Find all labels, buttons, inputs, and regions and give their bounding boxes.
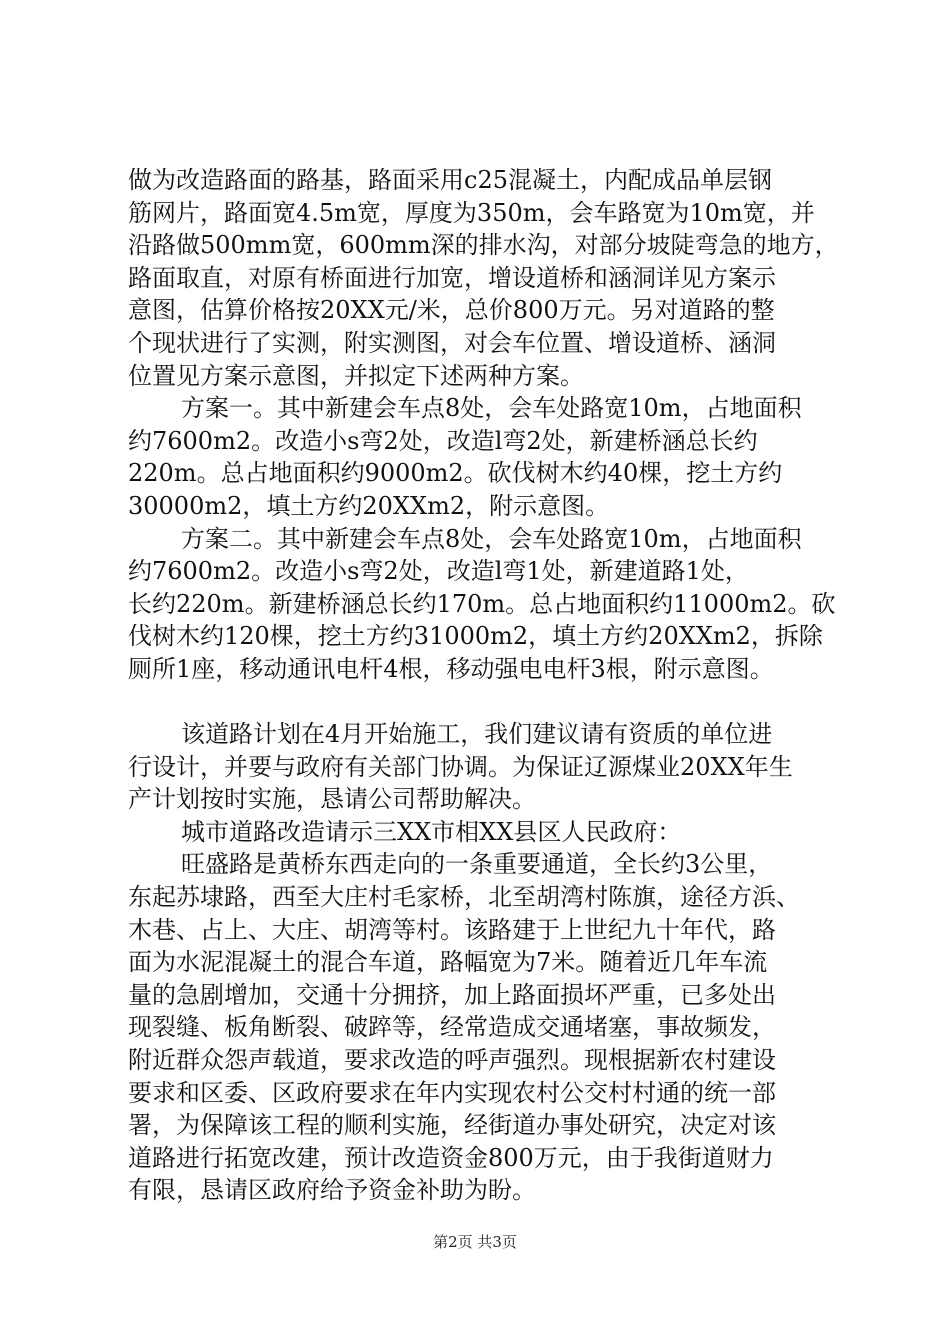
text-line: 做为改造路面的路基，路面采用c25混凝土，内配成品单层钢 xyxy=(128,166,772,194)
text-line: 220m。总占地面积约9000m2。砍伐树木约40棵，挖土方约 xyxy=(128,459,783,488)
text-line: 木巷、占上、大庄、胡湾等村。该路建于上世纪九十年代，路 xyxy=(128,915,776,944)
text-line: 要求和区委、区政府要求在年内实现农村公交村村通的统一部 xyxy=(128,1078,776,1107)
text-line: 该道路计划在4月开始施工，我们建议请有资质的单位进 xyxy=(181,720,773,749)
text-line: 30000m2，填土方约20XXm2，附示意图。 xyxy=(128,491,610,520)
text-line: 面为水泥混凝土的混合车道，路幅宽为7米。随着近几年车流 xyxy=(128,948,768,977)
text-line: 沿路做500mm宽，600mm深的排水沟，对部分坡陡弯急的地方， xyxy=(128,231,839,260)
text-line: 东起苏埭路，西至大庄村毛家桥，北至胡湾村陈旗，途径方浜、 xyxy=(128,883,800,912)
text-line: 方案二。其中新建会车点8处，会车处路宽10m，占地面积 xyxy=(181,524,802,553)
text-line: 量的急剧增加，交通十分拥挤，加上路面损坏严重，已多处出 xyxy=(128,980,776,1009)
section-heading-line: 城市道路改造请示三XX市相XX县区人民政府： xyxy=(181,817,682,846)
page-footer: 第2页 共3页 xyxy=(433,1233,517,1251)
text-line: 路面取直，对原有桥面进行加宽，增设道桥和涵洞详见方案示 xyxy=(128,263,776,292)
text-line: 道路进行拓宽改建，预计改造资金800万元，由于我街道财力 xyxy=(128,1143,774,1172)
text-line: 厕所1座，移动通讯电杆4根，移动强电电杆3根，附示意图。 xyxy=(128,654,774,683)
text-line: 产计划按时实施，恳请公司帮助解决。 xyxy=(128,785,536,814)
text-line: 旺盛路是黄桥东西走向的一条重要通道，全长约3公里， xyxy=(181,850,773,879)
text-line: 行设计，并要与政府有关部门协调。为保证辽源煤业20XX年生 xyxy=(128,752,793,781)
text-line: 署，为保障该工程的顺利实施，经街道办事处研究，决定对该 xyxy=(128,1111,776,1140)
text-line: 约7600m2。改造小s弯2处，改造l弯2处，新建桥涵总长约 xyxy=(128,426,758,455)
text-line: 方案一。其中新建会车点8处，会车处路宽10m，占地面积 xyxy=(181,394,802,423)
paragraph-gap xyxy=(128,686,828,719)
text-line: 有限，恳请区政府给予资金补助为盼。 xyxy=(128,1176,536,1205)
text-line: 筋网片，路面宽4.5m宽，厚度为350m，会车路宽为10m宽，并 xyxy=(128,198,815,227)
text-line: 伐树木约120棵，挖土方约31000m2，填土方约20XXm2，拆除 xyxy=(128,622,823,651)
text-line: 现裂缝、板角断裂、破踤等，经常造成交通堵塞，事故频发， xyxy=(128,1013,776,1042)
text-line: 长约220m。新建桥涵总长约170m。总占地面积约11000m2。砍 xyxy=(128,589,836,618)
text-line: 意图，估算价格按20XX元/米，总价800万元。另对道路的整 xyxy=(128,296,775,325)
text-line: 附近群众怨声载道，要求改造的呼声强烈。现根据新农村建设 xyxy=(128,1046,776,1075)
text-line: 位置见方案示意图，并拟定下述两种方案。 xyxy=(128,361,584,390)
document-body xyxy=(128,164,839,1207)
text-line: 个现状进行了实测，附实测图，对会车位置、增设道桥、涵洞 xyxy=(128,328,776,357)
text-line: 约7600m2。改造小s弯2处，改造l弯1处，新建道路1处， xyxy=(128,557,749,586)
